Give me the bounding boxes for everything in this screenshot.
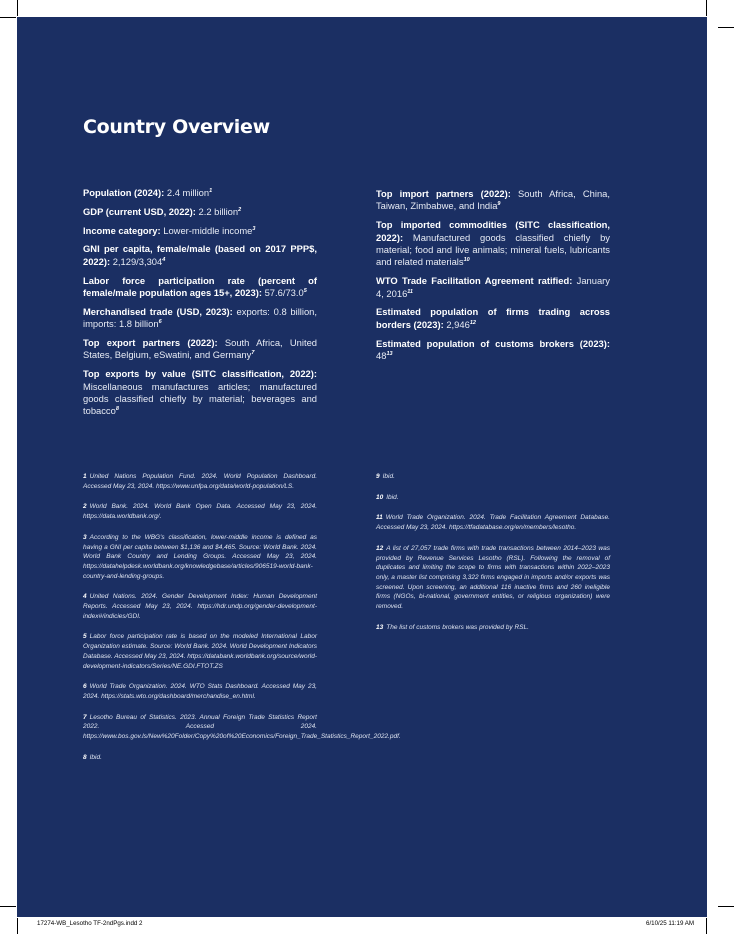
- overview-item-label: Estimated population of customs brokers (2023):: [376, 337, 610, 349]
- footnote-ref: 11: [407, 288, 413, 295]
- footnote-ref: 12: [469, 319, 476, 326]
- overview-item-label: Merchandised trade (USD, 2023):: [83, 305, 233, 317]
- crop-mark: [0, 17, 16, 18]
- footnotes-right: [376, 472, 610, 643]
- crop-mark: [718, 27, 734, 28]
- footnote-number: 7: [83, 713, 87, 721]
- overview-item: [376, 188, 610, 213]
- overview-item-value: 2,946: [443, 318, 470, 330]
- overview-item-label: Estimated population of firms trading across borders (2023):: [376, 306, 610, 330]
- footnote: [376, 493, 610, 503]
- footnote-number: 5: [83, 633, 87, 641]
- overview-item-label: GDP (current USD, 2022):: [83, 205, 196, 217]
- overview-item-label: GNI per capita, female/male (based on 2017 PPP$, 2022):: [83, 243, 317, 267]
- footnote: [83, 472, 317, 491]
- overview-item-label: WTO Trade Facilitation Agreement ratified:: [376, 275, 573, 287]
- footnote-ref: 6: [158, 319, 162, 326]
- footnote-text: The list of customs brokers was provided by RSL.: [386, 623, 529, 631]
- overview-item: [376, 338, 610, 363]
- footnote: [83, 502, 317, 521]
- footnote-text: Ibid.: [386, 493, 399, 501]
- overview-item-value: 2.2 billion: [195, 205, 239, 217]
- overview-item-value: 57.6/73.0: [261, 287, 304, 298]
- footnote-number: 4: [83, 593, 87, 601]
- overview-left-column: [83, 187, 317, 424]
- crop-mark: [17, 918, 18, 934]
- overview-item-value: January 4, 2016: [376, 275, 610, 299]
- footnote: [83, 533, 317, 582]
- overview-item-label: Top import partners (2022):: [376, 188, 511, 199]
- overview-item-value: 2,129/3,304: [110, 255, 163, 267]
- footnote-text: United Nations. 2024. Gender Development Index: Human Development Reports. Accessed May 23, 2024. https://hdr.undp.org/gender-development-index#/indicies/GDI.: [83, 593, 317, 620]
- overview-item-value: South Africa, United States, Belgium, eSwatini, and Germany: [83, 337, 317, 361]
- page-panel: [17, 17, 707, 917]
- footnote: [83, 682, 317, 701]
- footnote-text: A list of 27,057 trade firms with trade transactions between 2014–2023 was provided by Revenue Services Lesotho (RSL). Following the removal of duplicates and limiting the scope to firms with transactions within 2022–2023 only, a master list comprising 3,322 firms engaged in imports and/or exports was screened. Upon screening, an additional 116 inactive firms and 260 ineligible firms (NGOs, bi-national, government entities, or religious organization) were removed.: [376, 544, 610, 611]
- footnote-text: United Nations Population Fund. 2024. World Population Dashboard. Accessed May 23, 2024. https://www.unfpa.org/data/world-population/LS.: [83, 473, 317, 490]
- crop-mark: [706, 918, 707, 934]
- crop-mark: [17, 0, 18, 16]
- overview-item: [83, 206, 317, 218]
- crop-mark: [718, 906, 734, 907]
- overview-item: [376, 306, 610, 331]
- overview-item-label: Income category:: [83, 224, 161, 236]
- footnote-text: According to the WBG's classification, lower-middle income is defined as having a GNI per capita between $1,136 and $4,465. Source: World Bank. 2024. World Bank Country and Lending Groups. Accessed May 23, 2024. https://datahelpdesk.worldbank.org/knowledgebase/articles/906519-world-bank-country-and-lending-groups.: [83, 533, 317, 580]
- footnote: [376, 623, 610, 633]
- footnote: [83, 753, 317, 763]
- overview-item: [83, 187, 317, 199]
- footnote-text: Lesotho Bureau of Statistics. 2023. Annual Foreign Trade Statistics Report 2022. Accessed 2024. https://www.bos.gov.ls/New%20Folder/Copy%20of%20Economics/Foreign_Trade_Statistics_Report_2022.pdf.: [83, 713, 401, 741]
- footnote-ref: 3: [252, 225, 256, 232]
- footnote-ref: 10: [463, 257, 470, 264]
- footnote-text: World Trade Organization. 2024. WTO Stats Dashboard. Accessed May 23, 2024. https://stats.wto.org/dashboard/merchandise_en.html.: [83, 683, 317, 700]
- footnote-number: 13: [376, 623, 384, 631]
- footnote-ref: 2: [238, 206, 242, 213]
- footnote: [376, 472, 610, 482]
- overview-item: [83, 243, 317, 268]
- overview-item-value: Lower-middle income: [160, 224, 253, 236]
- footnote-number: 9: [376, 473, 380, 480]
- overview-item-value: Manufactured goods classified chiefly by material; food and live animals; mineral fuels, lubricants and related materials: [376, 231, 610, 268]
- footnote: [83, 632, 317, 671]
- overview-item-value: South Africa, China, Taiwan, Zimbabwe, and India: [376, 188, 611, 212]
- overview-item: [83, 368, 317, 418]
- overview-item-label: Population (2024):: [83, 187, 165, 198]
- footnote-text: World Bank. 2024. World Bank Open Data. Accessed May 23, 2024. https://data.worldbank.org/.: [83, 503, 317, 521]
- overview-item-label: Top exports by value (SITC classification, 2022):: [83, 368, 317, 380]
- overview-item-label: Top imported commodities (SITC classification, 2022):: [376, 219, 610, 243]
- overview-item: [83, 225, 317, 237]
- footnote-number: 10: [376, 493, 384, 501]
- footnote-ref: 13: [386, 350, 393, 357]
- overview-item-value: exports: 0.8 billion, imports: 1.8 billion: [83, 305, 317, 330]
- page-title: Country Overview: [83, 116, 270, 138]
- overview-right-column: [376, 188, 610, 369]
- footnote-text: World Trade Organization. 2024. Trade Facilitation Agreement Database. Accessed May 23, 2024. https://tfadatabase.org/en/members/lesotho.: [376, 514, 610, 532]
- print-slug-date: 6/10/25 11:19 AM: [646, 920, 695, 927]
- footnote-number: 2: [83, 503, 87, 511]
- overview-item-value: 2.4 million: [164, 187, 210, 198]
- overview-item: [83, 275, 317, 300]
- footnote: [83, 713, 401, 742]
- footnote-number: 3: [83, 533, 87, 541]
- overview-item: [83, 306, 317, 331]
- overview-item-value: 48: [376, 350, 387, 362]
- crop-mark: [0, 906, 16, 907]
- footnote-number: 12: [376, 544, 384, 552]
- footnote-text: Ibid.: [382, 473, 395, 480]
- footnote: [376, 544, 610, 612]
- footnote-number: 8: [83, 753, 87, 761]
- overview-item: [376, 275, 610, 300]
- print-slug-file: 17274-WB_Lesotho TF-2ndPgs.indd 2: [37, 920, 143, 927]
- footnote-number: 6: [83, 683, 87, 691]
- footnote-ref: 8: [115, 406, 119, 413]
- crop-mark: [706, 0, 707, 16]
- footnote: [83, 592, 317, 621]
- footnote-text: Ibid.: [89, 753, 102, 761]
- overview-item-value: Miscellaneous manufactures articles; manufactured goods classified chiefly by material; beverages and tobacco: [83, 380, 317, 417]
- footnote-ref: 7: [251, 350, 255, 357]
- overview-item-label: Top export partners (2022):: [83, 337, 218, 348]
- footnote-number: 1: [83, 473, 87, 480]
- footnote-number: 11: [376, 514, 383, 522]
- footnote-ref: 1: [209, 187, 213, 194]
- footnote-ref: 9: [497, 201, 501, 208]
- footnote: [376, 513, 610, 532]
- overview-item: [376, 219, 610, 269]
- overview-item-label: Labor force participation rate (percent of female/male population ages 15+, 2023):: [83, 274, 317, 298]
- footnote-ref: 4: [162, 256, 166, 263]
- overview-item: [83, 337, 317, 362]
- footnote-text: Labor force participation rate is based on the modeled International Labor Organization estimate. Source: World Bank. 2024. World Development Indicators Database. Accessed May 23, 2024. https://databank.worldbank.org/source/world-development-indicators/Series/NE.GDI.FTOT.ZS: [83, 633, 317, 670]
- footnote-ref: 5: [303, 287, 307, 294]
